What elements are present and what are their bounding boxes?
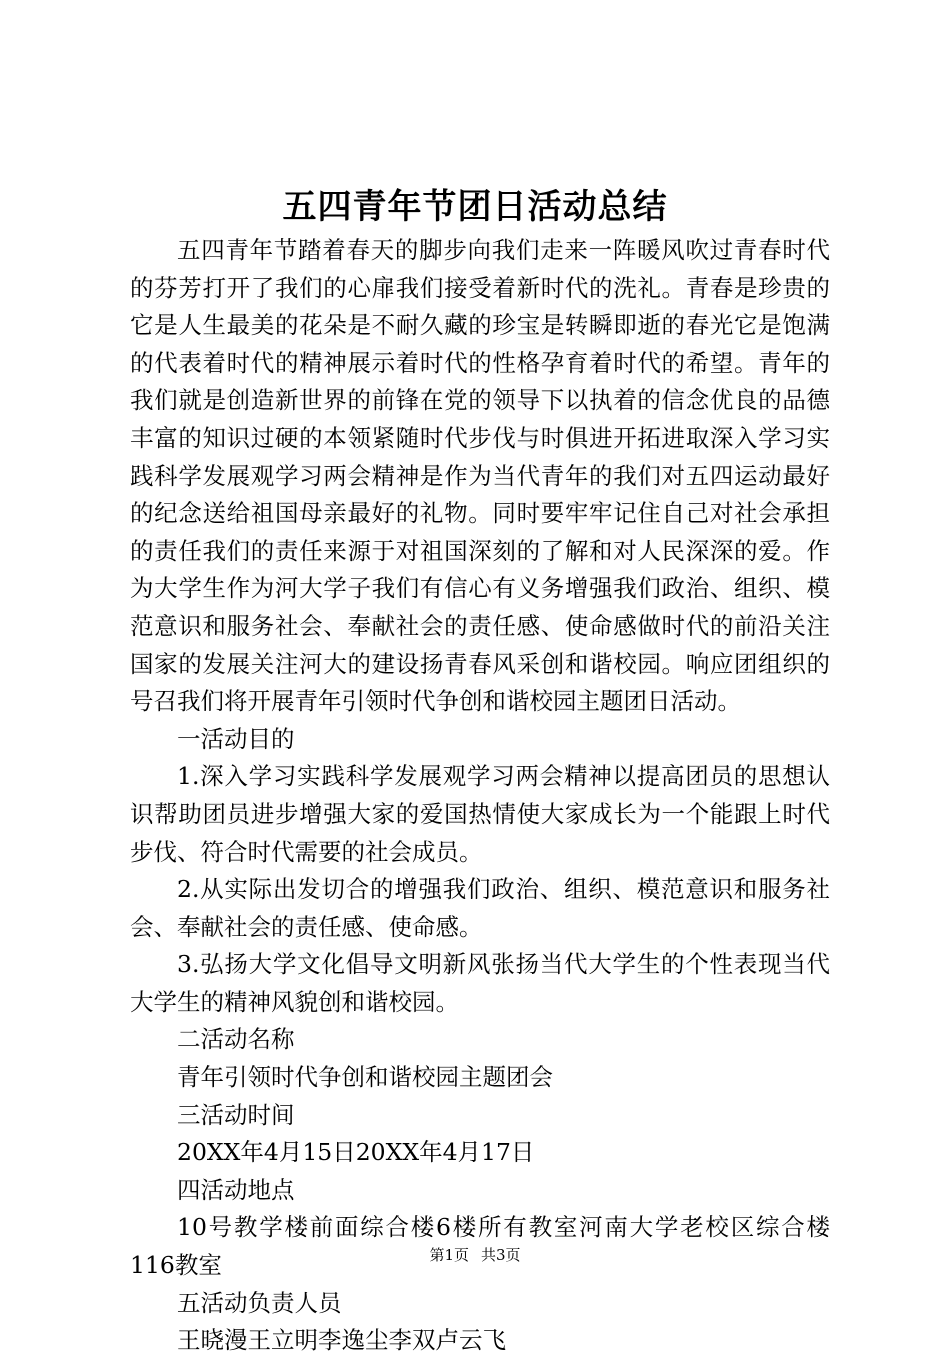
purpose-item-3: 3.弘扬大学文化倡导文明新风张扬当代大学生的个性表现当代大学生的精神风貌创和谐校园。 bbox=[130, 950, 830, 1016]
section-heading-location: 四活动地点 bbox=[177, 1175, 295, 1204]
section-heading-name: 二活动名称 bbox=[177, 1025, 295, 1054]
purpose-item-2: 2.从实际出发切合的增强我们政治、组织、模范意识和服务社会、奉献社会的责任感、使命感。 bbox=[130, 875, 830, 941]
activity-location: 10号教学楼前面综合楼6楼所有教室河南大学老校区综合楼116教室 bbox=[130, 1213, 830, 1280]
document-title: 五四青年节团日活动总结 bbox=[282, 187, 668, 227]
purpose-item-1: 1.深入学习实践科学发展观学习两会精神以提高团员的思想认识帮助团员进步增强大家的爱国热情使大家成长为一个能跟上时代步伐、符合时代需要的社会成员。 bbox=[130, 762, 830, 866]
page-total: 共3页 bbox=[481, 1246, 521, 1264]
activity-personnel: 王晓漫王立明李逸尘李双卢云飞 bbox=[177, 1326, 506, 1355]
activity-time: 20XX年4月15日20XX年4月17日 bbox=[177, 1138, 535, 1167]
intro-paragraph: 五四青年节踏着春天的脚步向我们走来一阵暖风吹过青春时代的芬芳打开了我们的心扉我们接受着新时代的洗礼。青春是珍贵的它是人生最美的花朵是不耐久藏的珍宝是转瞬即逝的春光它是饱满的代表着时代的精神展示着时代的性格孕育着时代的希望。青年的我们就是创造新世界的前锋在党的领导下以执着的信念优良的品德丰富的知识过硬的本领紧随时代步伐与时俱进开拓进取深入学习实践科学发展观学习两会精神是作为当代青年的我们对五四运动最好的纪念送给祖国母亲最好的礼物。同时要牢牢记住自己对社会承担的责任我们的责任来源于对祖国深刻的了解和对人民深深的爱。作为大学生作为河大学子我们有信心有义务增强我们政治、组织、模范意识和服务社会、奉献社会的责任感、使命感做时代的前沿关注国家的发展关注河大的建设扬青春风采创和谐校园。响应团组织的号召我们将开展青年引领时代争创和谐校园主题团日活动。 bbox=[130, 236, 830, 716]
page-footer bbox=[0, 1244, 950, 1266]
section-heading-time: 三活动时间 bbox=[177, 1100, 295, 1129]
activity-name: 青年引领时代争创和谐校园主题团会 bbox=[177, 1063, 553, 1092]
section-heading-personnel: 五活动负责人员 bbox=[177, 1288, 342, 1317]
page-number: 第1页 bbox=[429, 1246, 469, 1264]
document-body bbox=[130, 232, 830, 1360]
section-heading-purpose: 一活动目的 bbox=[177, 724, 295, 753]
